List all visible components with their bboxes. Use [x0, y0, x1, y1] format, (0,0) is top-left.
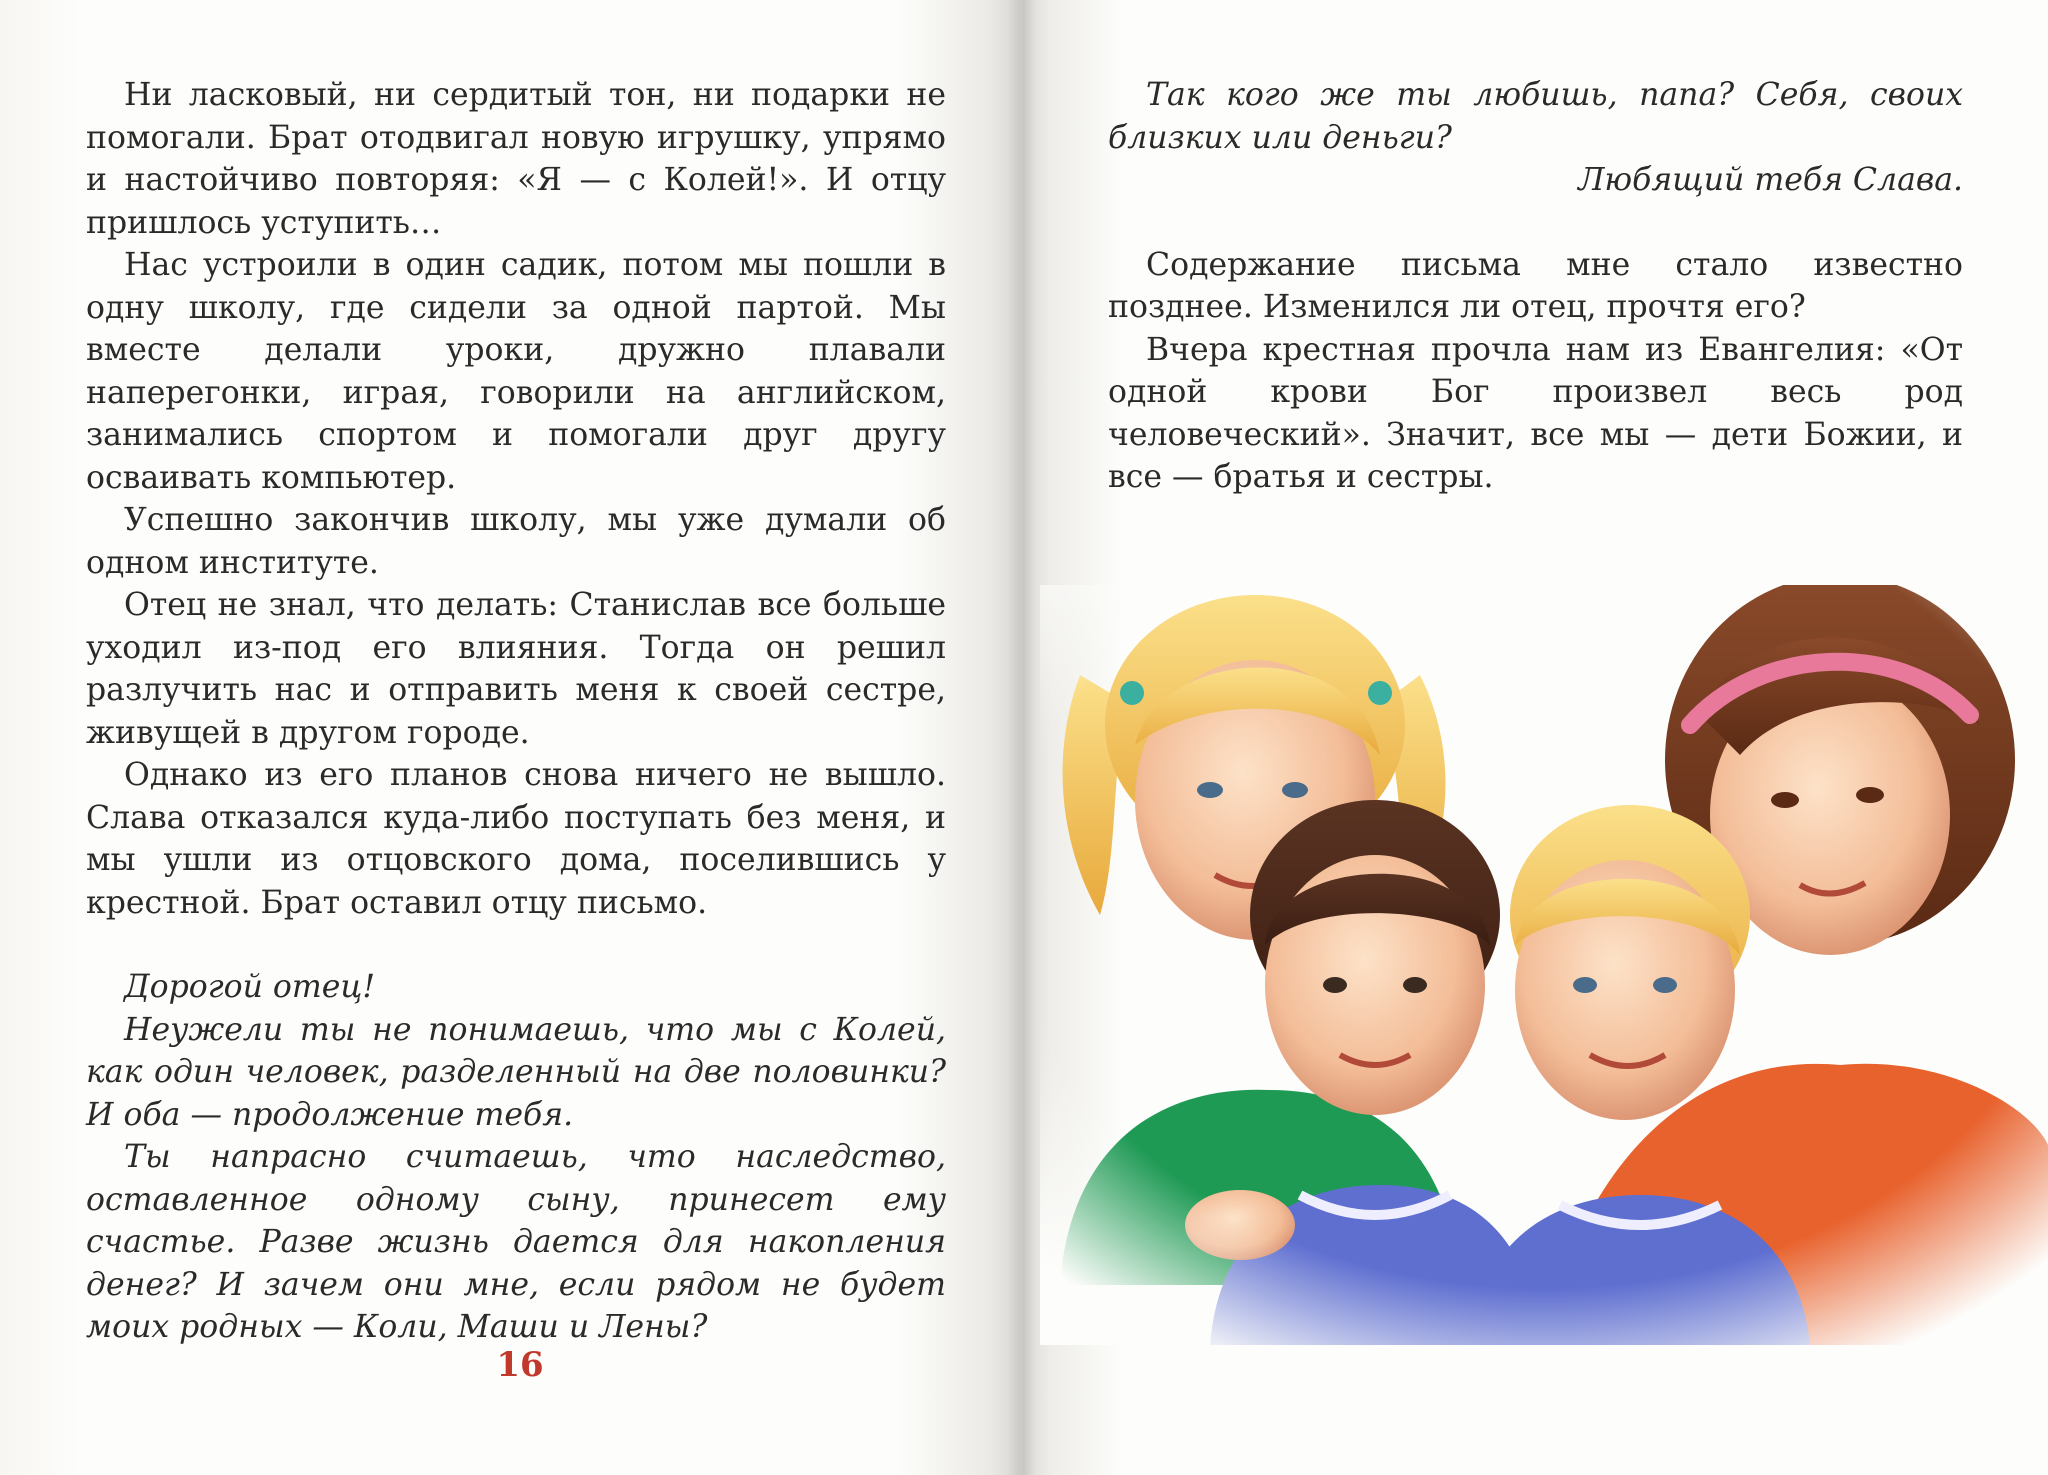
paragraph: Нас устроили в один садик, потом мы пошли в одну школу, где сидели за одной партой. Мы вместе делали уроки, дружно плавали наперегонки, играя, говорили на английском, занимались спортом и помогали друг другу осваивать компьютер. [86, 247, 946, 496]
children-illustration-image [1040, 585, 2048, 1345]
paragraph: Вчера крестная прочла нам из Евангелия: «От одной крови Бог произвел весь род человеческий». Значит, все мы — дети Божии, и все — братья и сестры. [1108, 331, 1963, 495]
left-page [0, 0, 1020, 1475]
right-text-column [1108, 74, 1963, 499]
letter-paragraph: Неужели ты не понимаешь, что мы с Колей, как один человек, разделенный на две половинки? И оба — продолжение тебя. [86, 1011, 946, 1133]
letter-paragraph: Так кого же ты любишь, папа? Себя, своих близких или деньги? [1108, 77, 1963, 156]
page-number: 16 [496, 1345, 544, 1385]
paragraph: Содержание письма мне стало известно позднее. Изменился ли отец, прочтя его? [1108, 246, 1963, 325]
letter-signature: Любящий тебя Слава. [1578, 162, 1963, 198]
paragraph: Ни ласковый, ни сердитый тон, ни подарки не помогали. Брат отодвигал новую игрушку, упрямо и настойчиво повторяя: «Я — с Колей!». И отцу пришлось уступить… [86, 77, 946, 241]
left-text-column [86, 74, 946, 1349]
letter-greeting: Дорогой отец! [124, 969, 376, 1005]
paragraph: Успешно закончив школу, мы уже думали об одном институте. [86, 502, 946, 581]
paragraph: Однако из его планов снова ничего не вышло. Слава отказался куда-либо поступать без меня, и мы ушли из отцовского дома, поселившись у крестной. Брат оставил отцу письмо. [86, 757, 946, 921]
children-illustration [1040, 585, 2048, 1345]
letter-paragraph: Ты напрасно считаешь, что наследство, оставленное одному сыну, принесет ему счастье. Разве жизнь дается для накопления денег? И зачем они мне, если рядом не будет моих родных — Коли, Маши и Лены? [86, 1139, 946, 1345]
book-gutter [1008, 0, 1036, 1475]
paragraph: Отец не знал, что делать: Станислав все больше уходил из-под его влияния. Тогда он решил разлучить нас и отправить меня к своей сестре, живущей в другом городе. [86, 587, 946, 751]
